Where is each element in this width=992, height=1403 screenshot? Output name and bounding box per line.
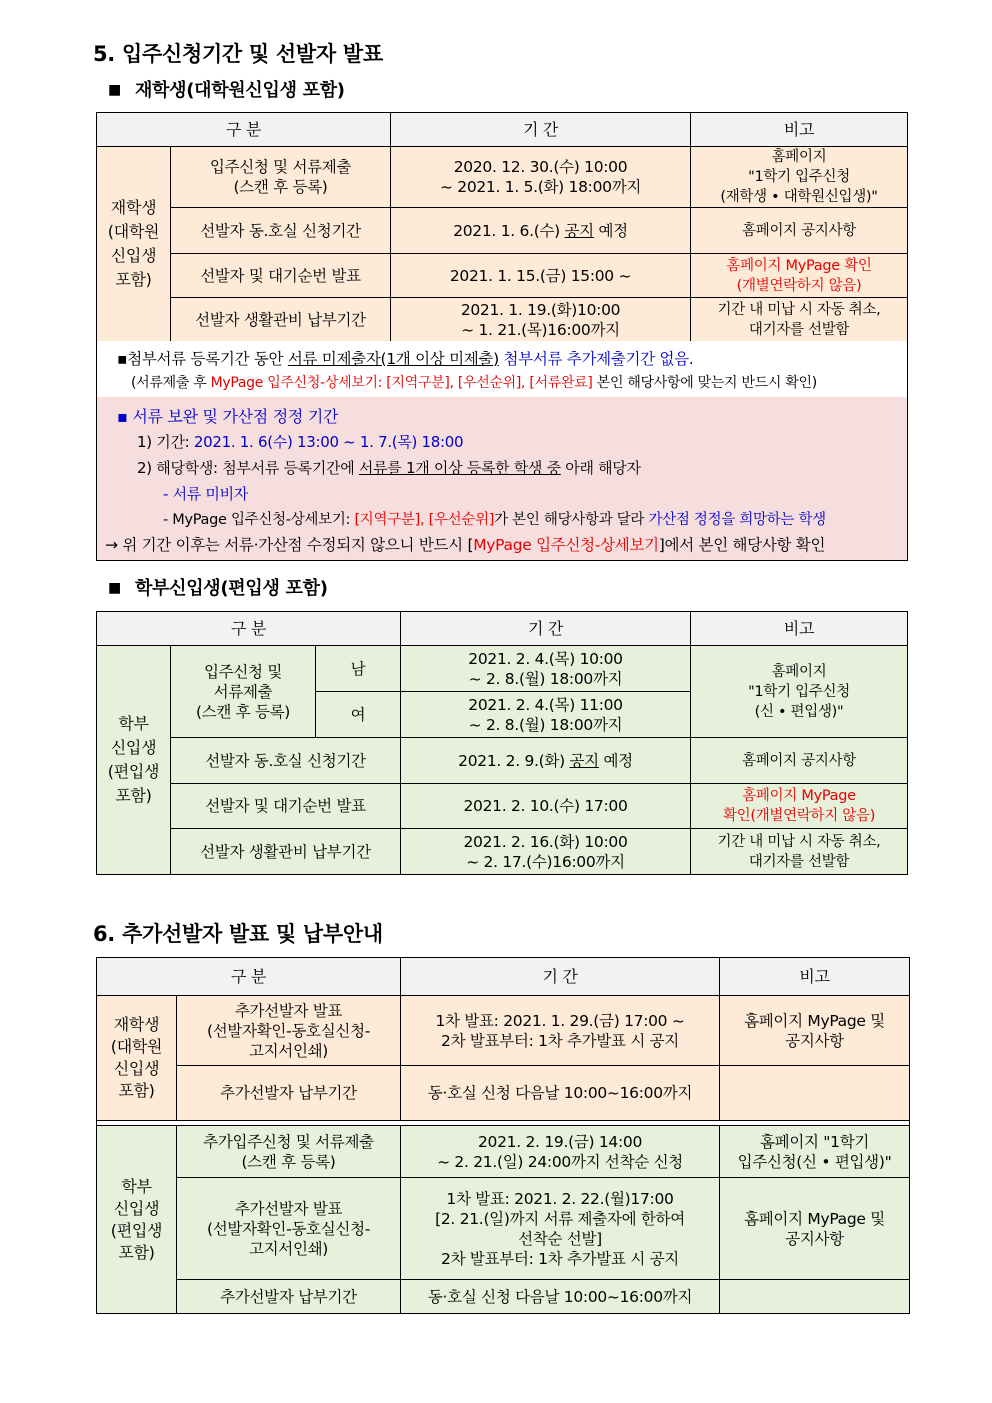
item-additional-announce: 추가선발자 발표 (선발자확인-동호실신청- 고지서인쇄) [177, 1178, 401, 1280]
note-room-request: 홈페이지 공지사항 [691, 208, 908, 254]
item-additional-payment: 추가선발자 납부기간 [177, 1280, 401, 1314]
supplement-line-1: 1) 기간: 2021. 1. 6(수) 13:00 ~ 1. 7.(목) 18:00 [137, 433, 464, 451]
period-additional-announce: 1차 발표: 2021. 2. 22.(월)17:00 [2. 21.(일)까지 서류 제출자에 한하여 선착순 선발] 2차 발표부터: 1차 추가발표 시 공지 [401, 1178, 720, 1280]
additional-selection-table [96, 957, 910, 1314]
header-period: 기 간 [401, 612, 691, 646]
group-label-freshmen: 학부 신입생 (편입생 포함) [97, 1126, 177, 1314]
group-label-enrolled: 재학생 (대학원 신입생 포함) [97, 147, 171, 342]
item-additional-apply: 추가입주신청 및 서류제출 (스캔 후 등록) [177, 1126, 401, 1178]
gender-male: 남 [316, 646, 401, 692]
group-label-enrolled: 재학생 (대학원 신입생 포함) [97, 996, 177, 1121]
note-apply: 홈페이지 "1학기 입주신청 (신 • 편입생)" [691, 646, 908, 738]
section5-subtitle-freshmen: ■ 학부신입생(편입생 포함) [108, 578, 328, 599]
header-note: 비고 [691, 113, 908, 147]
note-payment: 기간 내 미납 시 자동 취소, 대기자를 선발함 [691, 829, 908, 875]
gender-female: 여 [316, 692, 401, 738]
period-additional-announce: 1차 발표: 2021. 1. 29.(금) 17:00 ~ 2차 발표부터: 1차 추가발표 시 공지 [401, 996, 720, 1066]
item-additional-announce: 추가선발자 발표 (선발자확인-동호실신청- 고지서인쇄) [177, 996, 401, 1066]
item-apply: 입주신청 및 서류제출 (스캔 후 등록) [171, 147, 391, 208]
header-category: 구 분 [97, 113, 391, 147]
header-note: 비고 [691, 612, 908, 646]
period-additional-apply: 2021. 2. 19.(금) 14:00 ~ 2. 21.(일) 24:00까지 선착순 신청 [401, 1126, 720, 1178]
note-room-request: 홈페이지 공지사항 [691, 738, 908, 784]
square-bullet-icon: ■ [108, 82, 121, 98]
item-announce: 선발자 및 대기순번 발표 [171, 254, 391, 298]
period-additional-payment: 동·호실 신청 다음날 10:00~16:00까지 [401, 1066, 720, 1121]
note-announce: 홈페이지 MyPage 확인 (개별연락하지 않음) [691, 254, 908, 298]
supplement-line-2: 2) 해당학생: 첨부서류 등록기간에 서류를 1개 이상 등록한 학생 중 아래 해당자 [137, 459, 641, 477]
note-additional-announce: 홈페이지 MyPage 및 공지사항 [720, 996, 910, 1066]
note-additional-payment [720, 1066, 910, 1121]
period-room-request: 2021. 1. 6.(수) 공지 예정 [391, 208, 691, 254]
notice-line-2: (서류제출 후 MyPage 입주신청-상세보기: [지역구분], [우선순위], [서류완료] 본인 해당사항에 맞는지 반드시 확인) [131, 375, 817, 391]
note-apply: 홈페이지 "1학기 입주신청 (재학생 • 대학원신입생)" [691, 147, 908, 208]
period-room-request: 2021. 2. 9.(화) 공지 예정 [401, 738, 691, 784]
freshmen-schedule-table [96, 611, 908, 875]
supplement-line-5: → 위 기간 이후는 서류·가산점 수정되지 않으니 반드시 [MyPage 입주신청-상세보기]에서 본인 해당사항 확인 [105, 536, 826, 554]
header-period: 기 간 [401, 958, 720, 996]
item-apply: 입주신청 및 서류제출 (스캔 후 등록) [171, 646, 316, 738]
supplement-period-box [96, 397, 908, 561]
note-announce: 홈페이지 MyPage 확인(개별연락하지 않음) [691, 784, 908, 829]
item-room-request: 선발자 동.호실 신청기간 [171, 208, 391, 254]
supplement-title: ▪ 서류 보완 및 가산점 정정 기간 [117, 407, 339, 426]
note-additional-apply: 홈페이지 "1학기 입주신청(신 • 편입생)" [720, 1126, 910, 1178]
header-category: 구 분 [97, 612, 401, 646]
period-announce: 2021. 1. 15.(금) 15:00 ~ [391, 254, 691, 298]
header-category: 구 분 [97, 958, 401, 996]
square-bullet-icon: ■ [108, 580, 121, 596]
supplement-line-4: - MyPage 입주신청-상세보기: [지역구분], [우선순위]가 본인 해당사항과 달라 가산점 정정을 희망하는 학생 [163, 512, 826, 528]
header-period: 기 간 [391, 113, 691, 147]
item-room-request: 선발자 동.호실 신청기간 [171, 738, 401, 784]
enrolled-schedule-table [96, 112, 908, 342]
section5-subtitle-enrolled: ■ 재학생(대학원신입생 포함) [108, 80, 345, 101]
period-payment: 2021. 2. 16.(화) 10:00 ~ 2. 17.(수)16:00까지 [401, 829, 691, 875]
document-notice-box [96, 341, 908, 398]
period-apply-male: 2021. 2. 4.(목) 10:00 ~ 2. 8.(월) 18:00까지 [401, 646, 691, 692]
period-apply: 2020. 12. 30.(수) 10:00 ~ 2021. 1. 5.(화) 18:00까지 [391, 147, 691, 208]
note-payment: 기간 내 미납 시 자동 취소, 대기자를 선발함 [691, 298, 908, 342]
section6-title: 6. 추가선발자 발표 및 납부안내 [93, 922, 383, 946]
item-payment: 선발자 생활관비 납부기간 [171, 829, 401, 875]
item-payment: 선발자 생활관비 납부기간 [171, 298, 391, 342]
group-label-freshmen: 학부 신입생 (편입생 포함) [97, 646, 171, 875]
period-payment: 2021. 1. 19.(화)10:00 ~ 1. 21.(목)16:00까지 [391, 298, 691, 342]
note-additional-announce: 홈페이지 MyPage 및 공지사항 [720, 1178, 910, 1280]
note-additional-payment [720, 1280, 910, 1314]
supplement-line-3: - 서류 미비자 [163, 485, 248, 503]
section5-title: 5. 입주신청기간 및 선발자 발표 [93, 42, 383, 66]
notice-line-1: ▪첨부서류 등록기간 동안 서류 미제출자(1개 이상 미제출) 첨부서류 추가제출기간 없음. [117, 350, 694, 368]
period-additional-payment: 동·호실 신청 다음날 10:00~16:00까지 [401, 1280, 720, 1314]
period-apply-female: 2021. 2. 4.(목) 11:00 ~ 2. 8.(월) 18:00까지 [401, 692, 691, 738]
period-announce: 2021. 2. 10.(수) 17:00 [401, 784, 691, 829]
item-announce: 선발자 및 대기순번 발표 [171, 784, 401, 829]
header-note: 비고 [720, 958, 910, 996]
item-additional-payment: 추가선발자 납부기간 [177, 1066, 401, 1121]
